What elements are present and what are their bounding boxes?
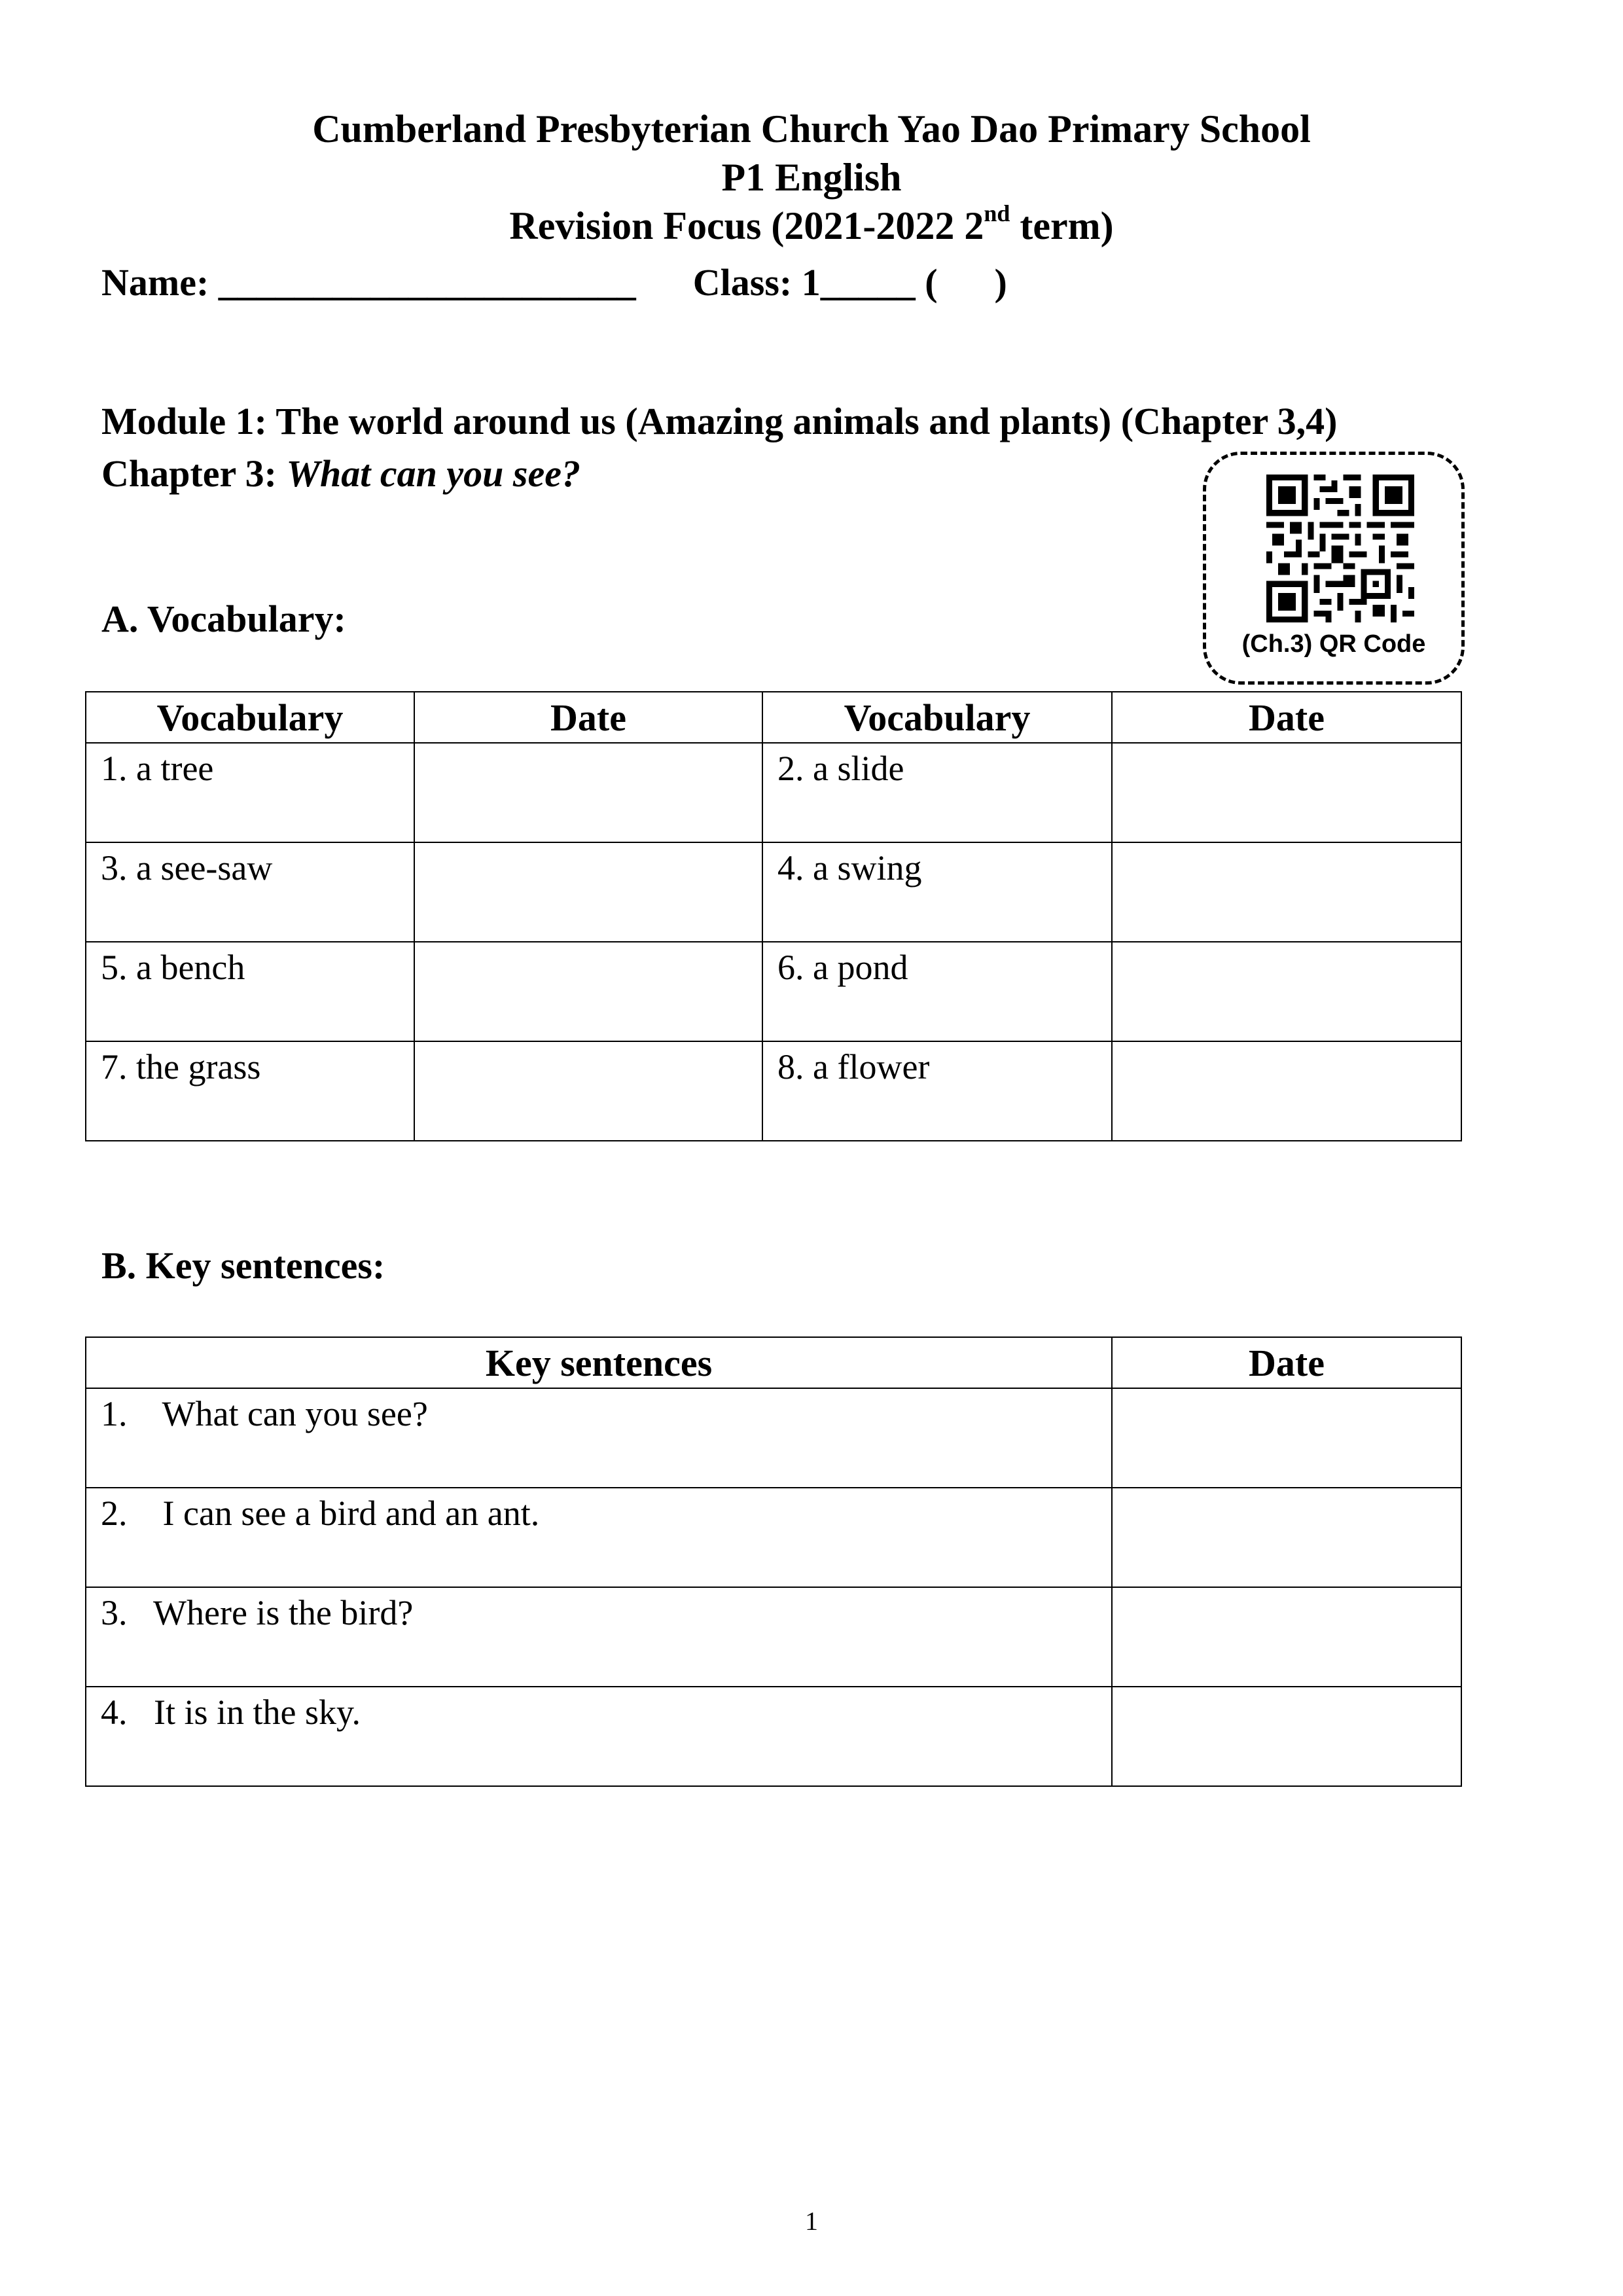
column-header-date: Date [1112,1337,1461,1388]
sentence-cell [86,1587,1112,1687]
date-cell[interactable] [1112,1687,1461,1786]
date-cell[interactable] [414,1041,762,1141]
date-cell[interactable] [414,942,762,1041]
qr-code-label: (Ch.3) QR Code [1241,630,1426,658]
vocab-cell [86,842,414,942]
page-number: 1 [805,2206,818,2236]
column-header-vocabulary: Vocabulary [762,692,1112,743]
name-field[interactable]: Name: ______________________ [101,261,636,304]
vocab-cell [762,1041,1112,1141]
subject-title: P1 English [721,156,902,199]
qr-code-box [1203,452,1465,685]
vocab-cell [762,942,1112,1041]
key-sentences-table-header [86,1337,1461,1388]
module-title: Module 1: The world around us (Amazing animals and plants) (Chapter 3,4) [101,400,1338,442]
table-row [86,743,1461,842]
vocab-cell [762,743,1112,842]
vocab-cell [86,942,414,1041]
vocab-word: 8. a flower [777,1047,930,1086]
student-info-row [101,260,1007,304]
date-cell[interactable] [1112,942,1461,1041]
class-field[interactable]: Class: 1_____ ( ) [692,261,1007,304]
column-header-date: Date [1112,692,1461,743]
key-sentences-table [85,1336,1462,1787]
revision-focus-superscript: nd [984,200,1010,226]
vocab-word: 4. a swing [777,848,922,888]
table-row [86,1587,1461,1687]
key-sentence: 1. What can you see? [101,1394,428,1433]
vocab-cell [86,743,414,842]
key-sentence: 4. It is in the sky. [101,1693,361,1732]
date-cell[interactable] [1112,1587,1461,1687]
chapter-name: What can you see? [286,452,580,495]
column-header-key-sentences: Key sentences [86,1337,1112,1388]
date-cell[interactable] [414,743,762,842]
vocab-word: 1. a tree [101,749,214,788]
revision-focus-suffix: term) [1010,204,1114,247]
key-sentence: 3. Where is the bird? [101,1593,414,1632]
table-row [86,1041,1461,1141]
vocab-word: 2. a slide [777,749,904,788]
vocab-word: 5. a bench [101,948,245,987]
vocabulary-table-header [86,692,1461,743]
chapter-label: Chapter 3: [101,452,277,495]
date-cell[interactable] [1112,743,1461,842]
sentence-cell [86,1388,1112,1488]
sentence-cell [86,1687,1112,1786]
vocab-word: 7. the grass [101,1047,261,1086]
school-name: Cumberland Presbyterian Church Yao Dao Primary School [312,107,1311,151]
chapter-title [101,452,580,495]
revision-focus-prefix: Revision Focus (2021-2022 2 [509,204,984,247]
vocab-word: 6. a pond [777,948,908,987]
date-cell[interactable] [1112,1488,1461,1587]
table-row [86,1488,1461,1587]
vocab-cell [762,842,1112,942]
date-cell[interactable] [1112,842,1461,942]
table-row [86,1687,1461,1786]
key-sentence: 2. I can see a bird and an ant. [101,1494,540,1533]
date-cell[interactable] [414,842,762,942]
vocab-cell [86,1041,414,1141]
column-header-date: Date [414,692,762,743]
table-row [86,942,1461,1041]
vocabulary-table [85,691,1462,1141]
qr-code-icon [1266,475,1414,622]
vocabulary-heading: A. Vocabulary: [101,598,346,640]
date-cell[interactable] [1112,1041,1461,1141]
key-sentences-heading: B. Key sentences: [101,1244,385,1287]
column-header-vocabulary: Vocabulary [86,692,414,743]
revision-focus-title [0,202,1623,250]
table-row [86,842,1461,942]
sentence-cell [86,1488,1112,1587]
table-row [86,1388,1461,1488]
vocab-word: 3. a see-saw [101,848,273,888]
date-cell[interactable] [1112,1388,1461,1488]
